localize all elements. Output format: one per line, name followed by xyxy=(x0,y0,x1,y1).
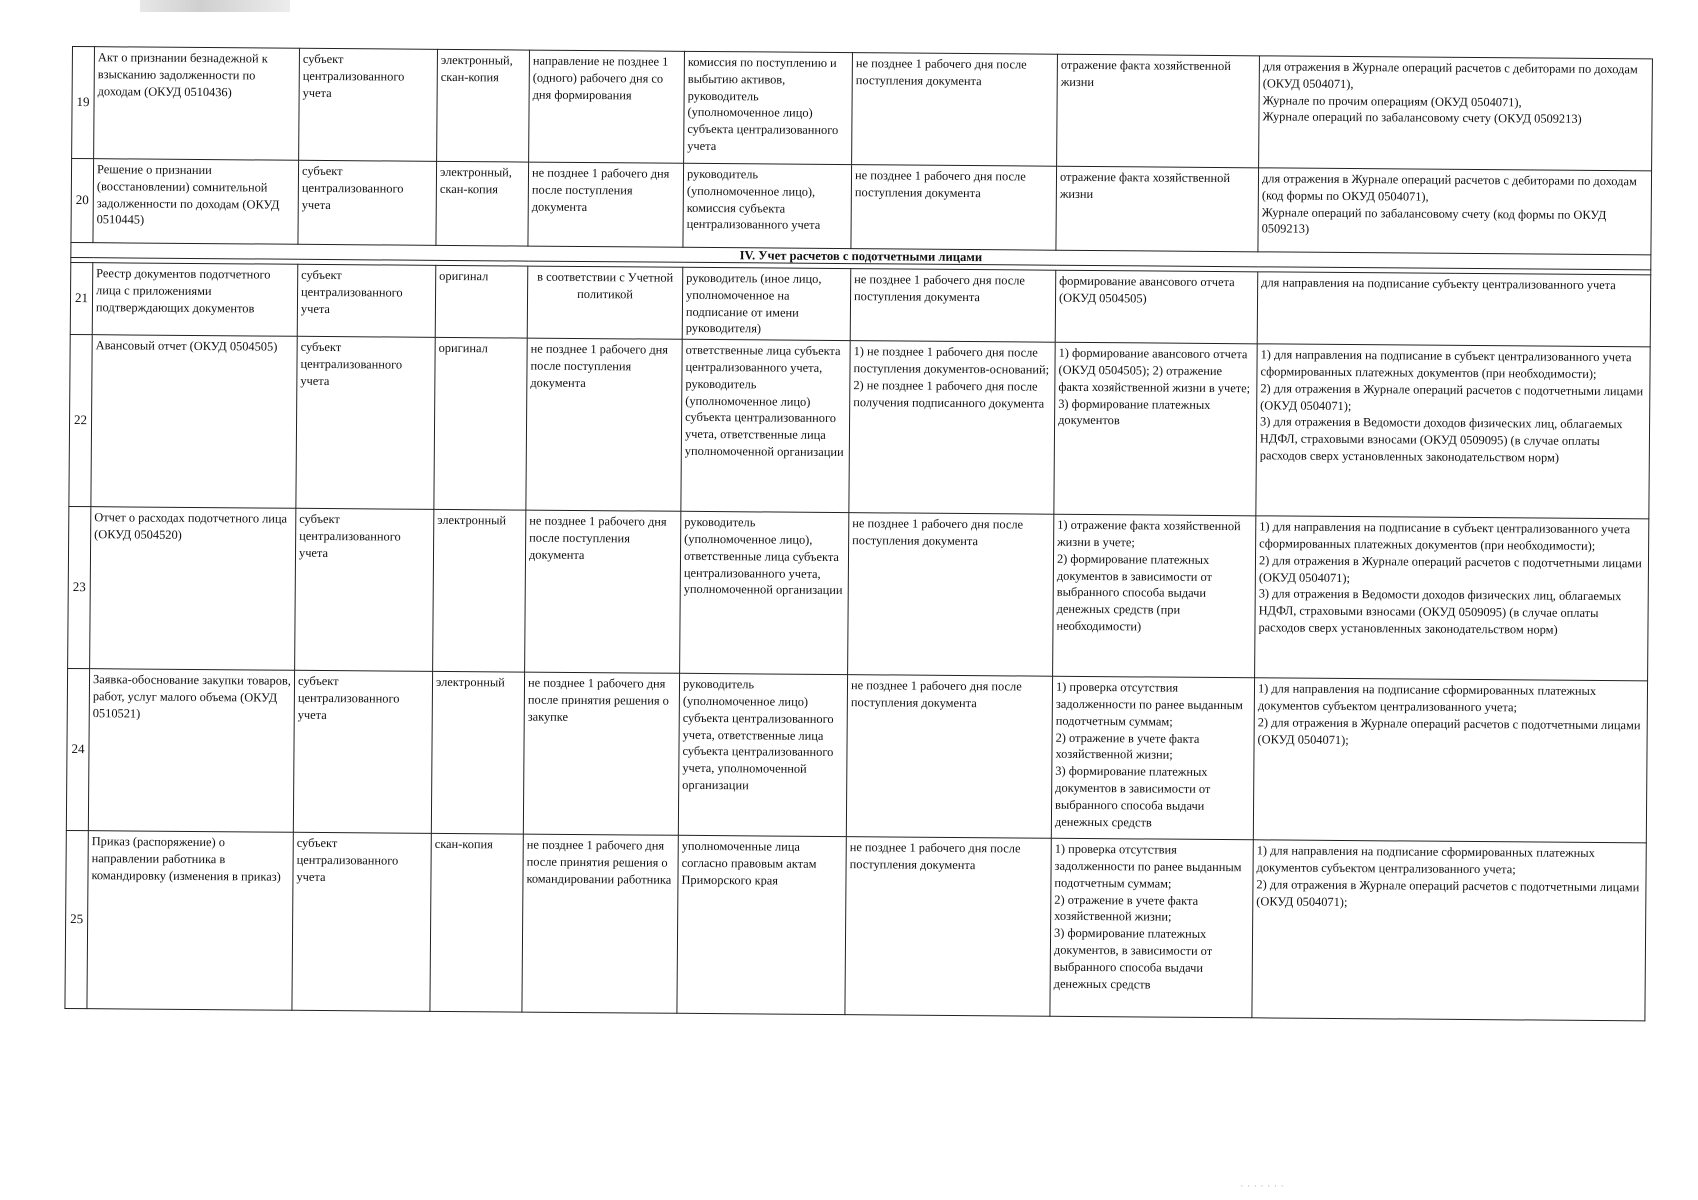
document-name-cell: Акт о признании безнадежной к взысканию задолженности по доходам (ОКУД 0510436) xyxy=(94,47,300,161)
document-sheet xyxy=(64,46,1652,1022)
purpose-cell: 1) для направления на подписание в субъект централизованного учета сформированных платежных документов (при необходимости); 2) для отражения в Журнале операций расчетов с подотчетными лицами (ОКУД 0504071); 3) для отражения в Ведомости доходов физических лиц, облагаемых НДФЛ, страховыми взносами (ОКУД 0509095) (в случае оплаты расходов сверх установленных законодательством норм) xyxy=(1255,516,1649,681)
acceptance-cell: не позднее 1 рабочего дня после поступления документа xyxy=(845,837,1051,1017)
deadline-cell: не позднее 1 рабочего дня после принятия решения о закупке xyxy=(523,672,679,835)
creator-cell: субъект централизованного учета xyxy=(295,508,434,671)
row-number: 24 xyxy=(66,669,89,831)
document-name-cell: Решение о признании (восстановлении) сомнительной задолженности по доходам (ОКУД 0510445) xyxy=(93,159,299,245)
row-number: 19 xyxy=(72,47,95,159)
format-cell: электронный, скан-копия xyxy=(436,161,529,246)
scan-noise: · · · · · · · xyxy=(1240,1180,1284,1192)
document-flow-table xyxy=(64,46,1653,1022)
creator-cell: субъект централизованного учета xyxy=(297,264,436,337)
purpose-cell: для отражения в Журнале операций расчетов с дебиторами по доходам (код формы по ОКУД 0504071), Журнале операций по забалансовому счету (код формы по ОКУД 0509213) xyxy=(1258,168,1652,255)
format-cell: электронный xyxy=(431,672,524,835)
format-cell: скан-копия xyxy=(430,834,523,1013)
signer-cell: руководитель (уполномоченное лицо), комиссия субъекта централизованного учета xyxy=(683,163,852,248)
action-cell: 1) проверка отсутствия задолженности по ранее выданным подотчетным суммам; 2) отражение в учете факта хозяйственной жизни; 3) формирование платежных документов в зависимости от выбранного способа выдачи денежных средств xyxy=(1051,676,1254,840)
table-row xyxy=(72,47,1653,171)
creator-cell: субъект централизованного учета xyxy=(293,670,432,833)
creator-cell: субъект централизованного учета xyxy=(298,160,437,245)
table-body xyxy=(65,47,1653,1022)
document-name-cell: Отчет о расходах подотчетного лица (ОКУД 0504520) xyxy=(90,507,296,671)
action-cell: 1) проверка отсутствия задолженности по ранее выданным подотчетным суммам; 2) отражение в учете факта хозяйственной жизни; 3) формирование платежных документов, в зависимости от выбранного способа выдачи денежных средств xyxy=(1050,838,1253,1018)
creator-cell: субъект централизованного учета xyxy=(299,48,438,161)
signer-cell: ответственные лица субъекта централизованного учета, руководитель (уполномоченное лицо) субъекта централизованного учета, ответственные лица уполномоченной организации xyxy=(681,339,850,512)
table-row xyxy=(65,831,1646,1021)
table-row xyxy=(69,335,1650,519)
format-cell: оригинал xyxy=(434,338,527,511)
signer-cell: руководитель (иное лицо, уполномоченное на подписание от имени руководителя) xyxy=(682,267,851,341)
signer-cell: руководитель (уполномоченное лицо) субъекта централизованного учета, ответственные лица субъекта централизованного учета, уполномоченной организации xyxy=(678,673,847,836)
table-row xyxy=(71,159,1652,255)
creator-cell: субъект централизованного учета xyxy=(292,832,431,1011)
signer-cell: комиссия по поступлению и выбытию активов, руководитель (уполномоченное лицо) субъекта централизованного учета xyxy=(684,51,853,164)
acceptance-cell: не позднее 1 рабочего дня после поступления документа xyxy=(852,53,1058,167)
acceptance-cell: не позднее 1 рабочего дня после поступления документа xyxy=(851,165,1057,251)
action-cell: отражение факта хозяйственной жизни xyxy=(1057,54,1260,168)
document-name-cell: Реестр документов подотчетного лица с приложениями подтверждающих документов xyxy=(92,263,298,337)
row-number: 22 xyxy=(69,335,92,507)
document-name-cell: Авансовый отчет (ОКУД 0504505) xyxy=(91,335,297,509)
format-cell: оригинал xyxy=(435,265,528,338)
acceptance-cell: 1) не позднее 1 рабочего дня после поступления документов-оснований; 2) не позднее 1 рабочего дня после получения подписанного документа xyxy=(849,341,1055,515)
table-row xyxy=(70,262,1651,347)
deadline-cell: не позднее 1 рабочего дня после поступления документа xyxy=(528,162,684,247)
purpose-cell: 1) для направления на подписание сформированных платежных документов субъектом централизованного учета; 2) для отражения в Журнале операций расчетов с подотчетными лицами (ОКУД 0504071); xyxy=(1253,678,1647,843)
row-number: 23 xyxy=(68,507,91,669)
deadline-cell: в соответствии с Учетной политикой xyxy=(527,266,683,339)
table-row xyxy=(68,507,1649,681)
document-name-cell: Заявка-обоснование закупки товаров, работ, услуг малого объема (ОКУД 0510521) xyxy=(88,669,294,833)
acceptance-cell: не позднее 1 рабочего дня после поступления документа xyxy=(848,513,1054,677)
action-cell: 1) отражение факта хозяйственной жизни в учете; 2) формирование платежных документов в зависимости от выбранного способа выдачи денежных средств (при необходимости) xyxy=(1053,514,1256,678)
acceptance-cell: не позднее 1 рабочего дня после поступления документа xyxy=(850,269,1056,343)
signer-cell: руководитель (уполномоченное лицо), ответственные лица субъекта централизованного учета, уполномоченной организации xyxy=(680,511,849,674)
document-name-cell: Приказ (распоряжение) о направлении работника в командировку (изменения в приказ) xyxy=(87,831,293,1011)
action-cell: 1) формирование авансового отчета (ОКУД 0504505); 2) отражение факта хозяйственной жизни в учете; 3) формирование платежных документов xyxy=(1054,342,1257,516)
format-cell: электронный, скан-копия xyxy=(437,49,530,162)
acceptance-cell: не позднее 1 рабочего дня после поступления документа xyxy=(846,675,1052,839)
table-row xyxy=(66,669,1647,843)
scan-artifact xyxy=(140,0,290,12)
signer-cell: уполномоченные лица согласно правовым актам Приморского края xyxy=(677,835,846,1014)
purpose-cell: для отражения в Журнале операций расчетов с дебиторами по доходам (ОКУД 0504071), Журнале по прочим операциям (ОКУД 0504071), Журнале операций по забалансовому счету (ОКУД 0509213) xyxy=(1259,56,1653,171)
row-number: 21 xyxy=(70,262,93,334)
section-title: IV. Учет расчетов с подотчетными лицами xyxy=(71,242,1651,269)
deadline-cell: не позднее 1 рабочего дня после поступления документа xyxy=(525,510,681,673)
creator-cell: субъект централизованного учета xyxy=(296,336,435,509)
deadline-cell: направление не позднее 1 (одного) рабочего дня со дня формирования xyxy=(529,50,685,163)
purpose-cell: 1) для направления на подписание сформированных платежных документов субъектом централизованного учета; 2) для отражения в Журнале операций расчетов с подотчетными лицами (ОКУД 0504071); xyxy=(1252,840,1646,1021)
deadline-cell: не позднее 1 рабочего дня после поступления документа xyxy=(526,338,682,511)
row-number: 20 xyxy=(71,159,94,243)
purpose-cell: для направления на подписание субъекту централизованного учета xyxy=(1257,272,1651,347)
action-cell: формирование авансового отчета (ОКУД 0504505) xyxy=(1055,270,1258,344)
purpose-cell: 1) для направления на подписание в субъект централизованного учета сформированных платежных документов (при необходимости); 2) для отражения в Журнале операций расчетов с подотчетными лицами (ОКУД 0504071); 3) для отражения в Ведомости доходов физических лиц, облагаемых НДФЛ, страховыми взносами (ОКУД 0509095) (в случае оплаты расходов сверх установленных законодательством норм) xyxy=(1256,344,1650,519)
format-cell: электронный xyxy=(433,510,526,673)
deadline-cell: не позднее 1 рабочего дня после принятия решения о командировании работника xyxy=(522,834,678,1013)
row-number: 25 xyxy=(65,831,88,1009)
action-cell: отражение факта хозяйственной жизни xyxy=(1056,166,1259,252)
